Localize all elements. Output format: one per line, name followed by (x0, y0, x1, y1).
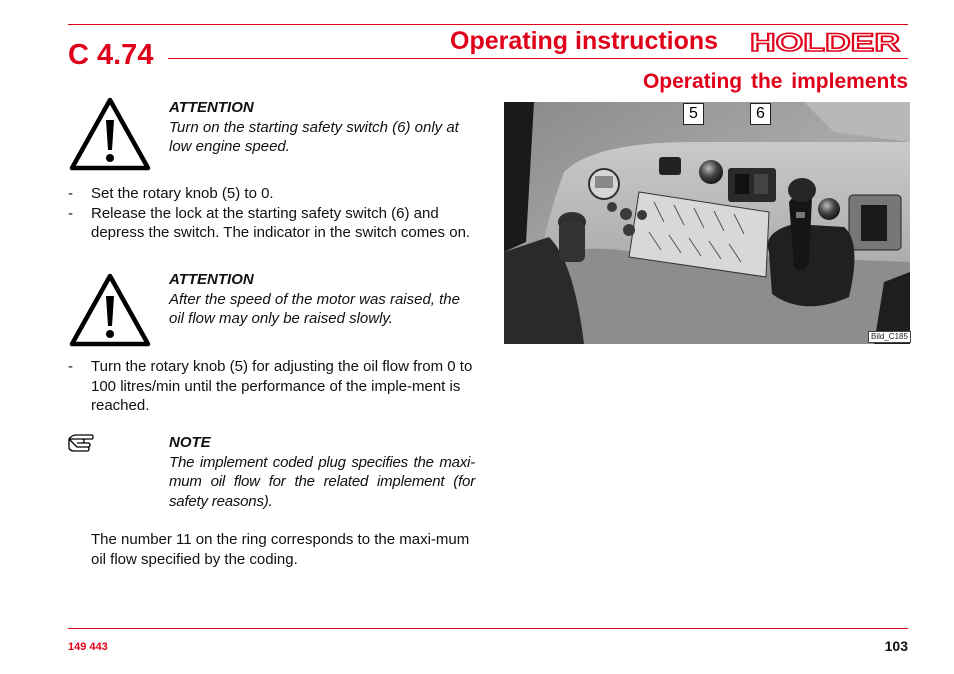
knob-callout-label: 5 (683, 103, 704, 125)
section-number: C 4.74 (68, 39, 154, 71)
photo-caption: Bild_C185 (868, 331, 911, 343)
body-paragraph: The number 11 on the ring corresponds to the maxi-mum oil flow specified by the coding. (91, 531, 470, 568)
warning-triangle-icon (68, 96, 152, 172)
svg-text:HOLDER: HOLDER (750, 31, 900, 53)
list-item (68, 204, 476, 243)
attention-callout (169, 270, 475, 329)
list-dash: - (68, 204, 73, 222)
warning-triangle-icon (68, 272, 152, 348)
footer-rule (68, 628, 908, 629)
document-number: 149 443 (68, 641, 108, 653)
list-item-text: Turn the rotary knob (5) for adjusting the oil flow from 0 to 100 litres/min until the performance of the imple-ment is reached. (91, 358, 473, 414)
list-item-text: Set the rotary knob (5) to 0. (91, 185, 274, 202)
header-top-rule (68, 24, 908, 25)
list-dash: - (68, 358, 73, 375)
note-heading: NOTE (169, 434, 211, 451)
pointing-hand-icon (68, 433, 94, 453)
page-subtitle: Operating the implements (642, 70, 908, 93)
list-item (68, 357, 476, 416)
control-panel-photo (504, 102, 910, 344)
attention-heading: ATTENTION (169, 271, 254, 288)
brand-logo (750, 31, 902, 53)
page-number: 103 (884, 638, 908, 654)
note-callout (169, 433, 475, 511)
attention-callout (169, 98, 475, 157)
instruction-list (68, 357, 476, 416)
list-dash: - (68, 185, 73, 202)
note-text: The implement coded plug specifies the maxi-mum oil flow for the related implement (for safety reasons). (169, 453, 475, 510)
attention-text: After the speed of the motor was raised, the oil flow may only be raised slowly. (169, 290, 460, 327)
instruction-list (68, 184, 476, 243)
attention-heading: ATTENTION (169, 99, 254, 116)
switch-callout-label: 6 (750, 103, 771, 125)
attention-text: Turn on the starting safety switch (6) only at low engine speed. (169, 118, 459, 155)
list-item-text: Release the lock at the starting safety switch (6) and depress the switch. The indicator in the switch comes on. (91, 204, 471, 241)
list-item (68, 184, 476, 204)
header-title: Operating instructions (450, 27, 719, 55)
header-underline-rule (168, 58, 908, 59)
